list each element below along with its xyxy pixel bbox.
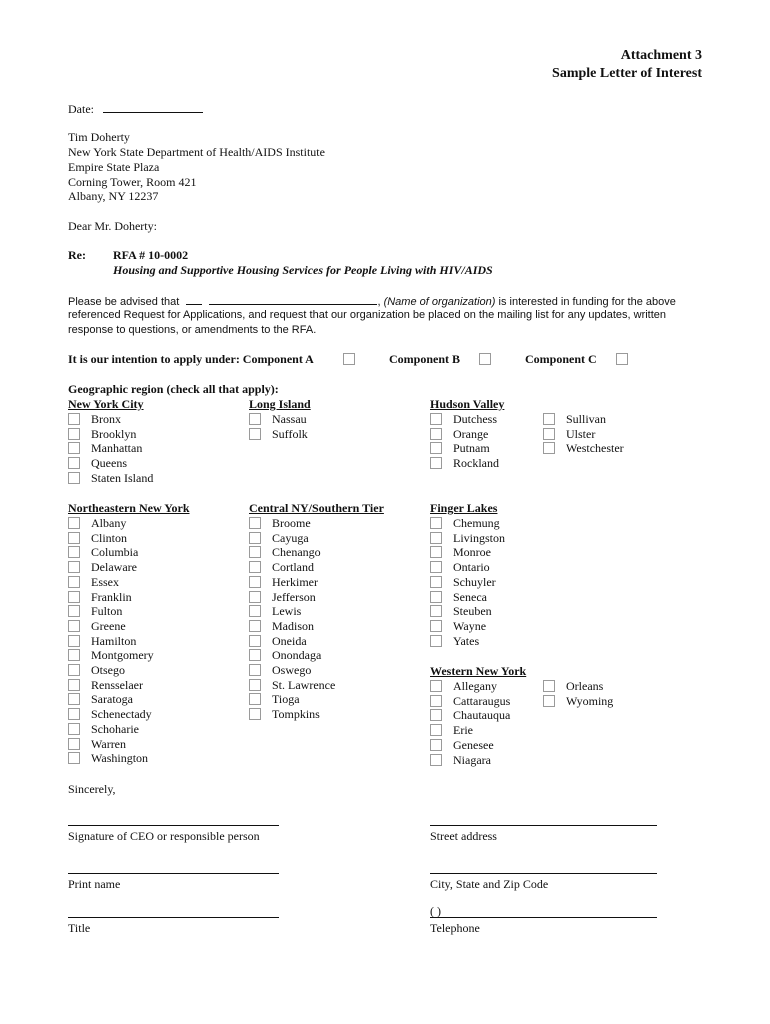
checkbox-tioga[interactable] [249,693,261,705]
county-label: Wyoming [566,693,614,708]
county-label: Wayne [453,618,487,633]
signature-label: Signature of CEO or responsible person [68,829,260,843]
county-label: Yates [453,633,480,648]
checkbox-hamilton[interactable] [68,635,80,647]
checkbox-schuyler[interactable] [430,576,442,588]
county-label: Cayuga [272,530,309,545]
county-label: St. Lawrence [272,677,336,692]
street-line[interactable] [430,825,657,826]
org-name-blank[interactable] [209,293,377,305]
region-title-ne: Northeastern New York [68,501,190,515]
checkbox-ontario[interactable] [430,561,442,573]
checkbox-queens[interactable] [68,457,80,469]
county-label: Livingston [453,530,506,545]
geo-label: Geographic region (check all that apply): [68,382,279,396]
checkbox-montgomery[interactable] [68,649,80,661]
county-label: Jefferson [272,589,316,604]
attachment-label: Attachment 3 [620,48,702,63]
checkbox-cortland[interactable] [249,561,261,573]
checkbox-warren[interactable] [68,738,80,750]
county-label: Otsego [91,663,125,677]
checkbox-clinton[interactable] [68,532,80,544]
checkbox-suffolk[interactable] [249,428,261,440]
checkbox-orange[interactable] [430,428,442,440]
checkbox-erie[interactable] [430,724,442,736]
county-label: Staten Island [91,470,154,485]
component-b-checkbox[interactable] [479,353,491,365]
county-label: Fulton [91,604,123,619]
component-a-label: It is our intention to apply under: Component A [68,352,314,366]
region-title-fl: Finger Lakes [430,501,498,515]
checkbox-rensselaer[interactable] [68,679,80,691]
checkbox-manhattan[interactable] [68,442,80,454]
region-title-hv: Hudson Valley [430,397,505,411]
county-label: Rensselaer [91,677,143,692]
county-label: Broome [272,516,311,530]
body-end: is interested in funding for the above [498,296,676,308]
body-start: Please be advised that [68,296,180,308]
checkbox-sullivan[interactable] [543,413,555,425]
checkbox-steuben[interactable] [430,605,442,617]
county-label: Lewis [272,604,302,619]
checkbox-oswego[interactable] [249,664,261,676]
county-label: Cattaraugus [453,693,511,708]
print-name-label: Print name [68,877,121,891]
checkbox-monroe[interactable] [430,546,442,558]
print-name-line[interactable] [68,873,279,874]
org-hint: (Name of organization) [383,296,496,308]
checkbox-rockland[interactable] [430,457,442,469]
rfa-subject: Housing and Supportive Housing Services for People Living with HIV/AIDS [113,263,493,277]
checkbox-niagara[interactable] [430,754,442,766]
region-title-cny: Central NY/Southern Tier [249,501,384,515]
county-label: Nassau [272,412,307,426]
county-label: Oneida [272,633,307,648]
address-city: Albany, NY 12237 [68,189,159,203]
checkbox-yates[interactable] [430,635,442,647]
checkbox-herkimer[interactable] [249,576,261,588]
checkbox-greene[interactable] [68,620,80,632]
county-label: Brooklyn [91,426,137,441]
checkbox-delaware[interactable] [68,561,80,573]
county-label: Essex [91,574,119,589]
county-label: Tompkins [272,707,320,722]
re-label: Re: [68,248,86,262]
checkbox-dutchess[interactable] [430,413,442,425]
county-label: Monroe [453,545,491,560]
title-line[interactable] [68,917,279,918]
recipient-name: Tim Doherty [68,130,130,144]
checkbox-bronx[interactable] [68,413,80,425]
county-label: Tioga [272,692,300,707]
checkbox-genesee[interactable] [430,739,442,751]
county-label: Ulster [566,426,596,441]
street-label: Street address [430,829,497,843]
checkbox-schenectady[interactable] [68,708,80,720]
rfa-number: RFA # 10-0002 [113,248,189,262]
date-blank[interactable] [103,101,203,113]
checkbox-cattaraugus[interactable] [430,695,442,707]
county-label: Herkimer [272,574,318,589]
checkbox-chemung[interactable] [430,517,442,529]
component-c-checkbox[interactable] [616,353,628,365]
county-label: Warren [91,736,127,751]
checkbox-saratoga[interactable] [68,693,80,705]
checkbox-washington[interactable] [68,752,80,764]
phone-area-code: ( ) [430,904,441,918]
city-label: City, State and Zip Code [430,877,549,891]
checkbox-fulton[interactable] [68,605,80,617]
county-label: Niagara [453,752,491,767]
checkbox-oneida[interactable] [249,635,261,647]
checkbox-otsego[interactable] [68,664,80,676]
checkbox-wayne[interactable] [430,620,442,632]
county-label: Franklin [91,589,132,604]
title-label: Title [68,921,91,935]
checkbox-schoharie[interactable] [68,723,80,735]
county-label: Clinton [91,530,128,545]
region-title-wny: Western New York [430,664,527,678]
county-label: Putnam [453,441,490,456]
body-line2: referenced Request for Applications, and request that our organization be placed on the mailing list for any updates, written [68,309,667,321]
county-label: Schenectady [91,707,152,722]
county-label: Westchester [566,441,624,456]
date-label: Date: [68,102,94,116]
checkbox-lewis[interactable] [249,605,261,617]
checkbox-orleans[interactable] [543,680,555,692]
checkbox-westchester[interactable] [543,442,555,454]
checkbox-chenango[interactable] [249,546,261,558]
letter-title: Sample Letter of Interest [552,66,702,81]
county-label: Hamilton [91,633,137,648]
county-label: Chenango [272,545,321,560]
county-label: Delaware [91,560,137,575]
county-label: Sullivan [566,412,607,426]
component-b-label: Component B [389,352,461,366]
county-label: Suffolk [272,426,308,441]
signature-line[interactable] [68,825,279,826]
county-label: Erie [453,723,473,738]
county-label: Saratoga [91,692,133,707]
county-label: Rockland [453,456,499,471]
county-label: Columbia [91,545,139,560]
county-label: Albany [91,516,127,530]
county-label: Genesee [453,737,494,752]
county-label: Schoharie [91,721,139,736]
county-label: Greene [91,618,126,633]
date-row [68,101,203,117]
org-blank-short[interactable] [186,293,202,305]
checkbox-staten-island[interactable] [68,472,80,484]
county-label: Dutchess [453,412,497,426]
county-label: Allegany [453,679,497,693]
checkbox-st-lawrence[interactable] [249,679,261,691]
county-label: Orleans [566,679,604,693]
component-c-label: Component C [525,352,597,366]
county-label: Manhattan [91,441,143,456]
address-line1: Empire State Plaza [68,160,160,174]
checkbox-allegany[interactable] [430,680,442,692]
checkbox-cayuga[interactable] [249,532,261,544]
checkbox-onondaga[interactable] [249,649,261,661]
county-label: Oswego [272,663,312,677]
recipient-org: New York State Department of Health/AIDS Institute [68,145,325,159]
county-label: Montgomery [91,648,154,663]
county-label: Chautauqua [453,708,511,723]
checkbox-livingston[interactable] [430,532,442,544]
body-line1: Please be advised that , (Name of organization) is interested in funding for the above [68,293,676,310]
county-label: Steuben [453,604,492,619]
county-label: Onondaga [272,648,322,663]
region-title-nyc: New York City [68,397,144,411]
checkbox-franklin[interactable] [68,591,80,603]
checkbox-seneca[interactable] [430,591,442,603]
checkbox-madison[interactable] [249,620,261,632]
county-label: Washington [91,751,149,766]
checkbox-columbia[interactable] [68,546,80,558]
county-label: Chemung [453,516,500,530]
checkbox-ulster[interactable] [543,428,555,440]
checkbox-chautauqua[interactable] [430,709,442,721]
city-line[interactable] [430,873,657,874]
checkbox-jefferson[interactable] [249,591,261,603]
region-title-li: Long Island [249,397,311,411]
address-line2: Corning Tower, Room 421 [68,175,197,189]
county-label: Queens [91,456,127,471]
county-label: Bronx [91,412,121,426]
checkbox-putnam[interactable] [430,442,442,454]
checkbox-broome[interactable] [249,517,261,529]
county-label: Madison [272,618,314,633]
checkbox-wyoming[interactable] [543,695,555,707]
checkbox-essex[interactable] [68,576,80,588]
county-label: Orange [453,426,489,441]
body-line3: response to questions, or amendments to the RFA. [68,324,317,336]
checkbox-tompkins[interactable] [249,708,261,720]
county-label: Seneca [453,589,487,604]
checkbox-nassau[interactable] [249,413,261,425]
county-label: Schuyler [453,574,496,589]
checkbox-albany[interactable] [68,517,80,529]
phone-line[interactable] [430,917,657,918]
closing: Sincerely, [68,782,116,796]
salutation: Dear Mr. Doherty: [68,219,157,233]
component-a-checkbox[interactable] [343,353,355,365]
county-label: Cortland [272,560,314,575]
county-label: Ontario [453,560,490,575]
checkbox-brooklyn[interactable] [68,428,80,440]
phone-label: Telephone [430,921,480,935]
